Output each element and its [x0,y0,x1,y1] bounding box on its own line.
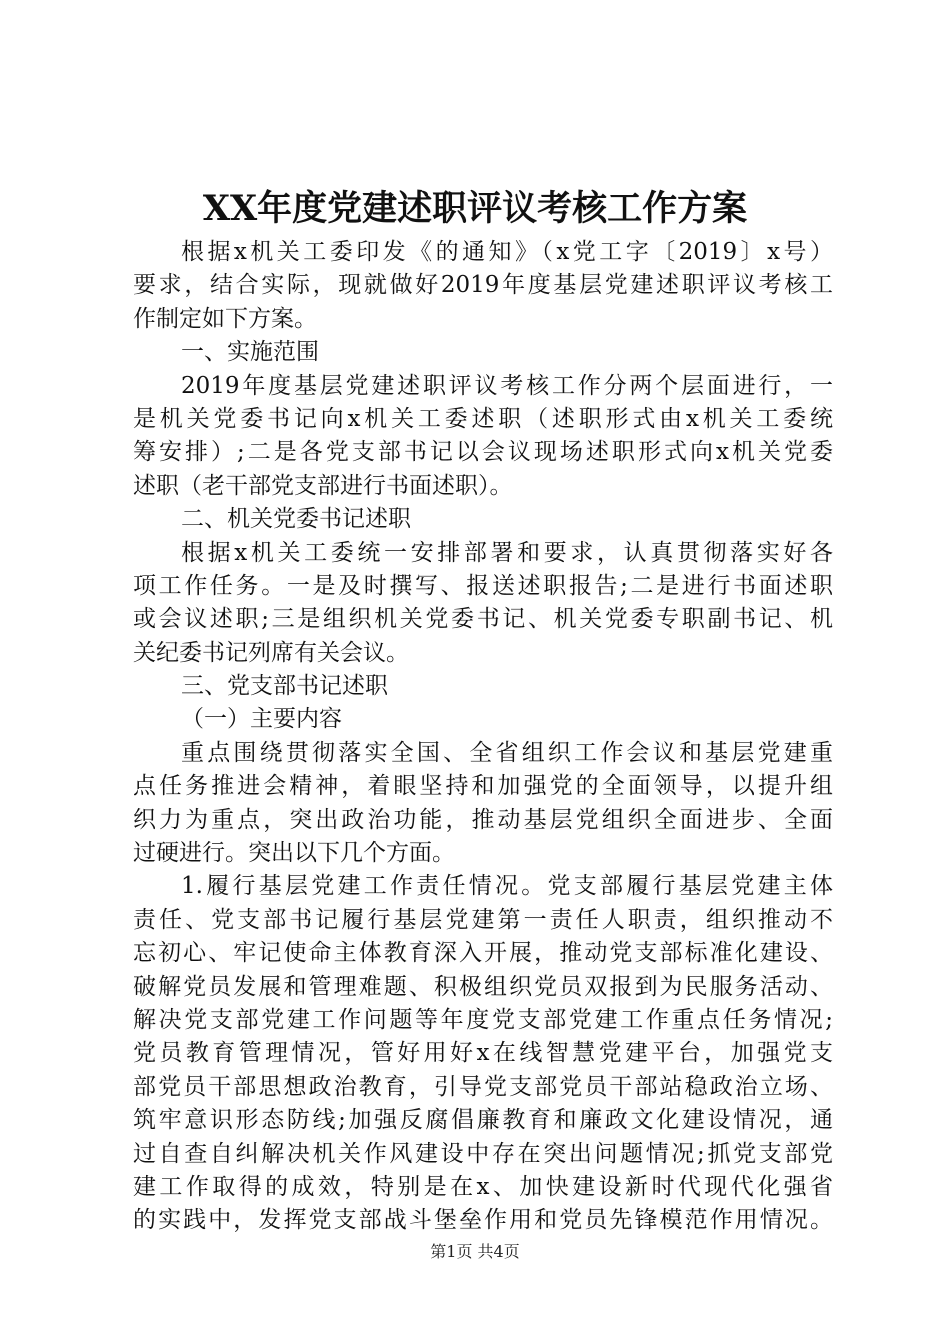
body-line: 忘初心、牢记使命主体教育深入开展，推动党支部标准化建设、 [133,940,833,967]
body-line: 一、实施范围 [181,339,319,366]
page-footer: 第1页 共4页 [430,1242,520,1261]
body-line: 过硬进行。突出以下几个方面。 [133,840,455,867]
body-line: 根据x机关工委统一安排部署和要求，认真贯彻落实好各 [181,539,833,566]
body-line: 项工作任务。一是及时撰写、报送述职报告;二是进行书面述职 [133,572,833,599]
body-line: （一）主要内容 [181,706,342,733]
document-title: XX年度党建述职评议考核工作方案 [202,188,748,229]
body-line: 建工作取得的成效，特别是在x、加快建设新时代现代化强省 [133,1173,833,1200]
body-line: 责任、党支部书记履行基层党建第一责任人职责，组织推动不 [133,906,833,933]
body-line: 要求，结合实际，现就做好2019年度基层党建述职评议考核工 [133,272,833,299]
body-line: 或会议述职;三是组织机关党委书记、机关党委专职副书记、机 [133,606,833,633]
body-line: 根据x机关工委印发《的通知》（x党工字〔2019〕x号） [181,239,833,265]
body-line: 筑牢意识形态防线;加强反腐倡廉教育和廉政文化建设情况，通 [133,1107,833,1134]
body-line: 关纪委书记列席有关会议。 [133,639,409,666]
body-line: 是机关党委书记向x机关工委述职（述职形式由x机关工委统 [133,405,833,432]
body-line: 述职（老干部党支部进行书面述职）。 [133,472,513,499]
body-line: 2019年度基层党建述职评议考核工作分两个层面进行，一 [181,372,833,399]
body-line: 重点围绕贯彻落实全国、全省组织工作会议和基层党建重 [181,739,833,766]
body-line: 的实践中，发挥党支部战斗堡垒作用和党员先锋模范作用情况。 [133,1207,833,1234]
body-line: 三、党支部书记述职 [181,673,388,700]
body-line: 党员教育管理情况，管好用好x在线智慧党建平台，加强党支 [133,1040,833,1067]
body-line: 织力为重点，突出政治功能，推动基层党组织全面进步、全面 [133,806,833,833]
body-line: 二、机关党委书记述职 [181,506,411,533]
body-line: 1.履行基层党建工作责任情况。党支部履行基层党建主体 [181,873,833,900]
body-line: 破解党员发展和管理难题、积极组织党员双报到为民服务活动、 [133,973,833,1000]
body-line: 点任务推进会精神，着眼坚持和加强党的全面领导，以提升组 [133,773,833,800]
body-line: 解决党支部党建工作问题等年度党支部党建工作重点任务情况; [133,1006,833,1033]
body-line: 筹安排）;二是各党支部书记以会议现场述职形式向x机关党委 [133,439,833,466]
body-line: 作制定如下方案。 [133,305,317,332]
body-line: 部党员干部思想政治教育，引导党支部党员干部站稳政治立场、 [133,1073,833,1100]
body-line: 过自查自纠解决机关作风建设中存在突出问题情况;抓党支部党 [133,1140,833,1167]
document-body [133,236,833,1238]
